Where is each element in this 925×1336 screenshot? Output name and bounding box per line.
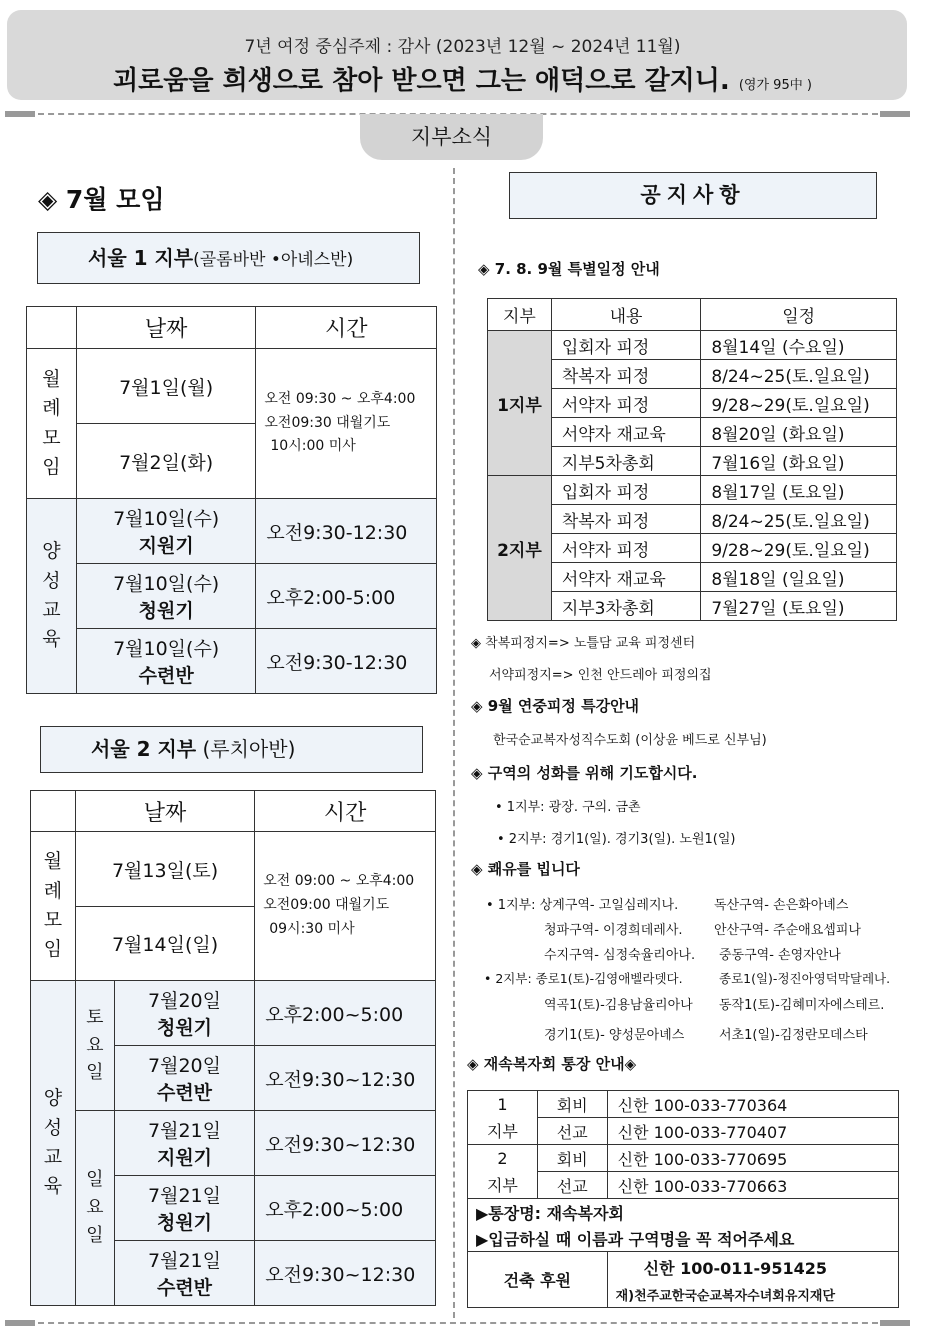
training-label-text: 양 성 교 육 [43,1087,63,1198]
training-group: 수련반 [138,665,194,687]
special-schedule-heading: ◈ 7. 8. 9월 특별일정 안내 [478,260,660,278]
training-date-text: 7월20일 [148,1055,221,1077]
recovery-line: 독산구역- 손은화아녜스 [714,898,849,913]
section-title: ◈ 7월 모임 [38,185,165,214]
monthly-time [255,832,436,981]
column-divider [453,168,455,1318]
seoul2-subtitle: (루치아반) [202,737,296,761]
account-heading: ◈ 재속복자회 통장 안내◈ [467,1055,637,1073]
training-group: 수련반 [156,1082,213,1104]
seoul2-schedule-table [30,790,436,1306]
training-time: 오후2:00-5:00 [256,564,437,629]
saturday-label-text: 토 요 일 [86,1006,104,1084]
training-date [76,564,256,629]
col-branch: 지부 [488,299,552,331]
branch-1-cell [468,1118,538,1145]
notice-title: 공지사항 [509,172,877,219]
training-date [114,981,254,1046]
seoul1-subtitle: (골롬바반 •아녜스반) [193,250,354,270]
account-number: 신한 100-033-770364 [607,1091,898,1118]
seoul1-title: 서울 1 지부 [88,246,194,270]
training-group: 청원기 [156,1212,213,1234]
training-group: 지원기 [156,1147,213,1169]
training-group: 수련반 [156,1277,213,1299]
branch-1-cell [468,1091,538,1118]
special-date: 9/28~29(토.일요일) [701,534,897,563]
recovery-line: 종로1(일)-정진아영덕막달레나. [719,971,891,986]
special-schedule-table [487,298,897,621]
header-source: (영가 95中 ) [738,78,812,93]
monthly-time-line: 오전09:00 대월기도 [263,897,390,914]
prayer-branch-1: • 1지부: 광장. 구의. 금촌 [495,800,641,815]
col-time: 시간 [255,791,436,832]
col-date: 날짜 [76,307,256,349]
branch-1-word: 지부 [486,1122,518,1142]
account-name: ▶통장명: 재속복자회 [468,1199,899,1226]
training-date-text: 7월21일 [148,1185,221,1207]
col-content: 내용 [551,299,701,331]
recovery-line: 경기1(토)- 양성문아녜스 [544,1028,685,1043]
header-subtitle: 7년 여정 중심주제 : 감사 (2023년 12월 ~ 2024년 11월) [244,37,681,57]
lecture-heading: ◈ 9월 연중피정 특강안내 [471,697,640,715]
divider-bottom [38,1322,878,1324]
special-item: 서약자 피정 [551,534,701,563]
recovery-line: 동작1(토)-김혜미자에스테르. [719,998,885,1013]
special-item: 서약자 피정 [551,389,701,418]
special-date: 8/24~25(토.일요일) [701,360,897,389]
branch-1-label: 1지부 [488,331,552,476]
building-label: 건축 후원 [468,1252,608,1308]
training-date-text: 7월10일(수) [113,508,220,530]
training-date-text: 7월21일 [148,1250,221,1272]
monthly-time-line: 오전 09:00 ~ 오후4:00 [263,873,415,890]
col-date: 날짜 [75,791,254,832]
recovery-line: • 1지부: 상계구역- 고일심레지나. [486,898,679,913]
training-date [114,1046,254,1111]
account-number: 신한 100-033-770663 [607,1172,898,1199]
prayer-heading: ◈ 구역의 성화를 위해 기도합시다. [471,764,698,782]
special-item: 지부3차총회 [551,592,701,621]
special-date: 7월16일 (화요일) [701,447,897,476]
sunday-label [75,1111,114,1306]
monthly-date: 7월2일(화) [76,424,256,499]
training-date [114,1241,254,1306]
deposit-note: ▶입금하실 때 이름과 구역명을 꼭 적어주세요 [468,1225,899,1252]
training-time: 오후2:00~5:00 [255,1176,436,1241]
header-title [0,60,925,97]
col-schedule: 일정 [701,299,897,331]
special-date: 8/24~25(토.일요일) [701,505,897,534]
special-item: 입회자 피정 [551,331,701,360]
divider-cap-right [880,1320,910,1326]
building-info [607,1252,898,1308]
training-date-text: 7월21일 [148,1120,221,1142]
recovery-line: 서초1(일)-김정란모데스타 [719,1028,868,1043]
branch-1-number: 1 [497,1094,508,1114]
special-item: 서약자 재교육 [551,563,701,592]
retreat-note-1: ◈ 착복피정지=> 노틀담 교육 피정센터 [471,636,696,651]
training-label [27,499,77,694]
header-cell-blank [31,791,76,832]
account-number: 신한 100-033-770407 [607,1118,898,1145]
account-type: 선교 [537,1172,607,1199]
retreat-note-2: 서약피정지=> 인천 안드레아 피정의집 [489,668,712,683]
divider-cap-right [880,111,910,117]
special-date: 8월14일 (수요일) [701,331,897,360]
monthly-label-text: 월 례 모 임 [43,850,63,961]
training-date [76,499,256,564]
saturday-label [75,981,114,1111]
special-date: 8월20일 (화요일) [701,418,897,447]
monthly-label-text: 월 례 모 임 [42,367,61,478]
account-number: 신한 100-033-770695 [607,1145,898,1172]
training-time: 오전9:30~12:30 [255,1241,436,1306]
training-label [31,981,76,1306]
account-type: 회비 [537,1091,607,1118]
recovery-line: 수지구역- 심정숙율리아나. [544,948,696,963]
training-date-text: 7월20일 [148,990,221,1012]
account-table [467,1090,899,1308]
training-time: 오전9:30~12:30 [255,1046,436,1111]
monthly-time [256,349,437,499]
recovery-line: 역곡1(토)-김용남율리아나 [544,998,693,1013]
training-group: 청원기 [138,600,194,622]
monthly-time-line: 오전09:30 대월기도 [264,414,391,431]
branch-2-label: 2지부 [488,476,552,621]
training-time: 오전9:30-12:30 [256,629,437,694]
special-date: 7월27일 (토요일) [701,592,897,621]
recovery-line: • 2지부: 종로1(토)-김영애벨라뎃다. [484,971,683,986]
monthly-date: 7월14일(일) [75,907,254,981]
special-item: 지부5차총회 [551,447,701,476]
seoul1-title-box [37,232,420,284]
training-group: 지원기 [138,535,194,557]
training-date [76,629,256,694]
branch-2-number: 2 [497,1148,508,1168]
divider-cap-left [5,111,35,117]
divider-cap-left [5,1320,35,1326]
col-time: 시간 [256,307,437,349]
training-date-text: 7월10일(수) [113,573,220,595]
seoul2-title: 서울 2 지부 [91,737,197,761]
building-org: 재)천주교한국순교복자수녀회유지재단 [615,1288,836,1304]
branch-2-cell [468,1145,538,1172]
special-item: 착복자 피정 [551,360,701,389]
monthly-time-line: 오전 09:30 ~ 오후4:00 [264,390,416,407]
training-date [114,1176,254,1241]
training-date-text: 7월10일(수) [113,638,220,660]
monthly-label [31,832,76,981]
seoul2-title-box [40,726,423,773]
training-time: 오전9:30-12:30 [256,499,437,564]
prayer-branch-2: • 2지부: 경기1(일). 경기3(일). 노원1(일) [497,832,736,847]
monthly-date: 7월1일(월) [76,349,256,424]
branch-2-cell [468,1172,538,1199]
building-account: 신한 100-011-951425 [643,1258,827,1278]
training-group: 청원기 [156,1017,213,1039]
special-date: 9/28~29(토.일요일) [701,389,897,418]
special-date: 8월18일 (일요일) [701,563,897,592]
special-item: 입회자 피정 [551,476,701,505]
branch-2-word: 지부 [486,1176,518,1196]
seoul1-schedule-table [26,306,437,694]
account-type: 선교 [537,1118,607,1145]
special-date: 8월17일 (토요일) [701,476,897,505]
section-tab: 지부소식 [360,114,543,160]
special-item: 서약자 재교육 [551,418,701,447]
training-date [114,1111,254,1176]
training-time: 오후2:00~5:00 [255,981,436,1046]
recovery-line: 중동구역- 손영자안나 [719,948,841,963]
header-cell-blank [27,307,77,349]
monthly-time-line: 10시:00 미사 [270,438,356,455]
header-title-text: 괴로움을 희생으로 참아 받으면 그는 애덕으로 갈지니. [113,66,730,96]
training-label-text: 양 성 교 육 [42,540,61,651]
sunday-label-text: 일 요 일 [86,1169,104,1246]
monthly-time-line: 09시:30 미사 [269,920,355,937]
special-item: 착복자 피정 [551,505,701,534]
recovery-heading: ◈ 쾌유를 빕니다 [471,860,580,878]
monthly-label [27,349,77,499]
recovery-line: 청파구역- 이경희데레사. [544,923,683,938]
monthly-date: 7월13일(토) [75,832,254,907]
lecture-text: 한국순교복자성직수도회 (이상윤 베드로 신부님) [493,733,767,748]
recovery-line: 안산구역- 주순애요셉피나 [714,923,861,938]
training-time: 오전9:30~12:30 [255,1111,436,1176]
account-type: 회비 [537,1145,607,1172]
